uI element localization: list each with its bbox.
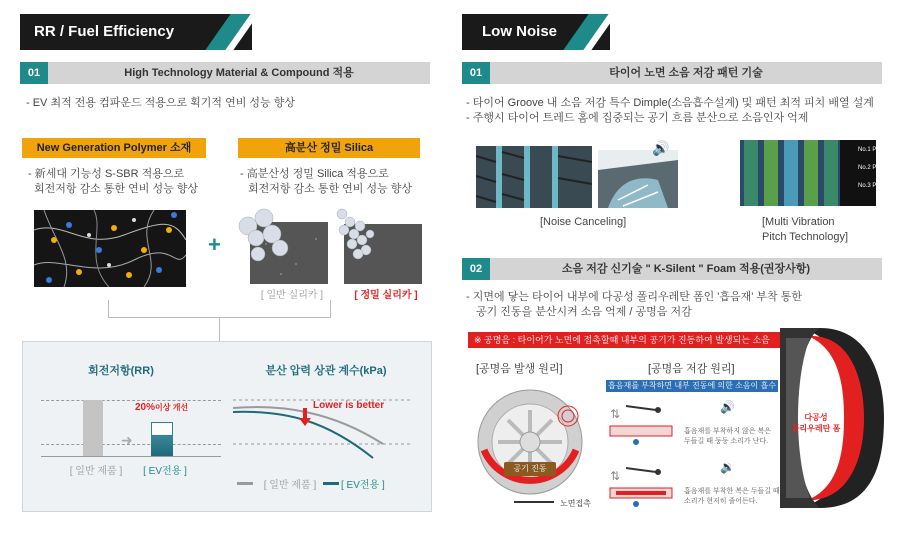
arrow-icon: ➜ xyxy=(121,432,133,448)
polymer-desc-2: 회전저항 감소 통한 연비 성능 향상 xyxy=(34,183,199,195)
tread-image xyxy=(476,146,592,208)
pitch-label-2: No.2 Pitch xyxy=(858,165,886,171)
note-2b: 소리가 현저히 줄어든다. xyxy=(684,498,758,505)
caption-precision-silica: [ 정밀 실리카 ] xyxy=(354,290,418,301)
right-header-bar xyxy=(462,14,882,50)
plus-sign: + xyxy=(208,232,221,257)
kpa-annotation: Lower is better xyxy=(313,400,385,411)
left-bullet: - EV 최적 전용 컴파운드 적용으로 획기적 연비 성능 향상 xyxy=(26,97,295,109)
polymer-image xyxy=(34,210,186,287)
pitch-label-3: No.3 Pitch xyxy=(858,183,886,189)
wheel-diagram xyxy=(474,380,586,508)
right-header-title: Low Noise xyxy=(482,23,558,40)
silica-general-image xyxy=(236,204,330,284)
section-number: 01 xyxy=(20,62,48,84)
left-section-bar xyxy=(20,62,430,84)
blue-note: 흡음재를 부착하면 내부 진동에 의한 소음이 흡수된다. xyxy=(606,380,778,392)
principle-2-title: [공명음 저감 원리] xyxy=(648,363,735,375)
caption-noise-canceling: [Noise Canceling] xyxy=(540,216,627,228)
note-2a: 흡음재를 부착한 복은 두들길 때 xyxy=(684,488,780,495)
polymer-desc-1: - 新세대 기능성 S-SBR 적용으로 xyxy=(28,168,185,180)
polymer-title: New Generation Polymer 소재 xyxy=(22,138,206,158)
right-bullet-3: - 지면에 닿는 타이어 내부에 다공성 폴리우레탄 폼인 '흡음재' 부착 통한 xyxy=(466,291,802,303)
note-1a: 흡음재를 부착하지 않은 복은 xyxy=(684,428,771,435)
pitch-label-1: No.1 Pitch xyxy=(858,147,886,153)
silica-title: 高분산 정밀 Silica xyxy=(238,138,420,158)
groove-image xyxy=(598,150,678,208)
right-bullet-1: - 타이어 Groove 내 소음 저감 특수 Dimple(소음흡수설계) 및 패턴 최적 피치 배열 설계 xyxy=(466,97,874,109)
section-title: 타이어 노면 소음 저감 패턴 기술 xyxy=(609,67,763,79)
section-number: 01 xyxy=(462,62,490,84)
right-bullet-4: 공기 진동을 분산시켜 소음 억제 / 공명음 저감 xyxy=(476,306,692,318)
right-bullet-2: - 주행시 타이어 트레드 홈에 집중되는 공기 흐름 분산으로 소음인자 억제 xyxy=(466,112,809,124)
road-contact-label: 노면접촉 xyxy=(560,499,591,508)
comparison-panel xyxy=(22,341,432,512)
left-header-bar xyxy=(20,14,432,50)
note-1b: 두들길 때 둥둥 소리가 난다. xyxy=(684,438,769,445)
left-header-title: RR / Fuel Efficiency xyxy=(34,23,175,40)
kpa-legend-ev: [ EV전용 ] xyxy=(341,480,385,491)
drum-diagram-2 xyxy=(606,458,676,510)
section-number: 02 xyxy=(462,258,490,280)
speaker-icon: 🔊 xyxy=(652,140,670,156)
warning-banner: ※ 공명음 : 타이어가 노면에 접촉할때 내부의 공기가 진동하여 발생되는 소음 xyxy=(468,332,780,348)
kpa-chart-title: 분산 압력 상관 계수(kPa) xyxy=(265,365,387,377)
principle-1-title: [공명음 발생 원리] xyxy=(476,363,563,375)
rr-label-general: [ 일반 제품 ] xyxy=(69,466,123,477)
right-section1-bar xyxy=(462,62,882,84)
svg-text:⇅: ⇅ xyxy=(610,469,621,483)
section-title: 소음 저감 신기술 " K-Silent " Foam 적용(권장사항) xyxy=(561,263,811,275)
foam-label: 다공성 폴리우레탄 폼 xyxy=(791,413,841,433)
rr-bar-general xyxy=(83,400,103,456)
speaker-icon-2: 🔉 xyxy=(720,460,735,474)
caption-pitch-2: Pitch Technology] xyxy=(762,231,849,243)
section-title: High Technology Material & Compound 적용 xyxy=(124,67,354,79)
caption-pitch-1: [Multi Vibration xyxy=(762,216,835,228)
pitch-image xyxy=(740,140,876,206)
kpa-legend-general: [ 일반 제품 ] xyxy=(263,480,317,491)
silica-desc-1: - 高분산성 정밀 Silica 적용으로 xyxy=(240,168,389,180)
svg-text:⇅: ⇅ xyxy=(610,407,621,421)
caption-general-silica: [ 일반 실리카 ] xyxy=(260,290,324,301)
rr-label-ev: [ EV전용 ] xyxy=(143,466,187,477)
rr-annotation: 20%이상 개선 xyxy=(135,402,189,413)
drum-diagram-1 xyxy=(606,396,676,446)
rr-chart-title: 회전저항(RR) xyxy=(88,365,154,377)
silica-precision-image xyxy=(330,206,424,284)
right-section2-bar xyxy=(462,258,882,280)
silica-desc-2: 회전저항 감소 통한 연비 성능 향상 xyxy=(248,183,413,195)
air-vibration-label: 공기 진동 xyxy=(504,462,556,476)
speaker-icon-1: 🔊 xyxy=(720,400,735,414)
